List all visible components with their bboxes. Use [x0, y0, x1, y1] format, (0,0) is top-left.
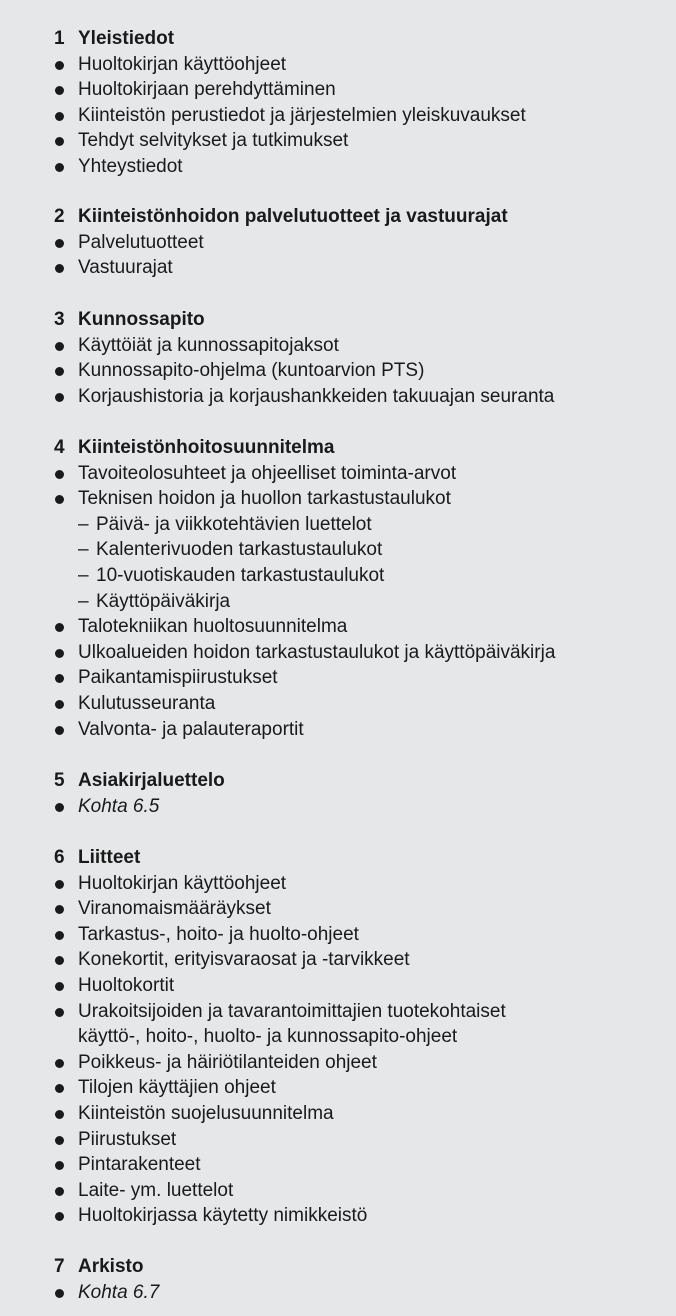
- list-item: Pintarakenteet: [0, 1152, 676, 1178]
- list-item: Huoltokortit: [0, 973, 676, 999]
- list-item: Poikkeus- ja häiriötilanteiden ohjeet: [0, 1050, 676, 1076]
- section-title: Liitteet: [78, 847, 141, 868]
- section-6: [0, 845, 676, 1229]
- bullet-icon: [55, 1187, 64, 1196]
- bullet-icon: [55, 86, 64, 95]
- section-4: [0, 435, 676, 742]
- dash-icon: –: [78, 590, 89, 612]
- list-item: Kiinteistön suojelusuunnitelma: [0, 1101, 676, 1127]
- section-number: 2: [54, 206, 65, 227]
- list-item: Valvonta- ja palauteraportit: [0, 717, 676, 743]
- list-item: Ulkoalueiden hoidon tarkastustaulukot ja käyttöpäiväkirja: [0, 640, 676, 666]
- sub-list-item: – Käyttöpäiväkirja: [0, 589, 676, 615]
- section-7: [0, 1254, 676, 1305]
- list-item: Talotekniikan huoltosuunnitelma: [0, 614, 676, 640]
- list-item: Kunnossapito-ohjelma (kuntoarvion PTS): [0, 358, 676, 384]
- dash-icon: –: [78, 539, 89, 561]
- list-item: Huoltokirjassa käytetty nimikkeistö: [0, 1203, 676, 1229]
- list-item: Huoltokirjan käyttöohjeet: [0, 871, 676, 897]
- list-item: Yhteystiedot: [0, 154, 676, 180]
- bullet-icon: [55, 1289, 64, 1298]
- section-3: [0, 307, 676, 409]
- list-item: Kiinteistön perustiedot ja järjestelmien yleiskuvaukset: [0, 103, 676, 129]
- list-item: Huoltokirjan käyttöohjeet: [0, 52, 676, 78]
- list-item: Tehdyt selvitykset ja tutkimukset: [0, 128, 676, 154]
- bullet-icon: [55, 674, 64, 683]
- bullet-icon: [55, 803, 64, 812]
- bullet-icon: [55, 264, 64, 273]
- section-heading: [0, 768, 676, 794]
- dash-icon: –: [78, 513, 89, 535]
- list-item: Viranomaismääräykset: [0, 896, 676, 922]
- list-item: Tavoiteolosuhteet ja ohjeelliset toiminta-arvot: [0, 461, 676, 487]
- section-title: Kiinteistönhoitosuunnitelma: [78, 437, 335, 458]
- bullet-icon: [55, 726, 64, 735]
- section-number: 7: [54, 1256, 65, 1277]
- bullet-icon: [55, 1084, 64, 1093]
- section-heading: [0, 307, 676, 333]
- section-5: [0, 768, 676, 819]
- bullet-icon: [55, 470, 64, 479]
- list-item: Tarkastus-, hoito- ja huolto-ohjeet: [0, 922, 676, 948]
- bullet-icon: [55, 905, 64, 914]
- section-2: [0, 204, 676, 281]
- bullet-icon: [55, 495, 64, 504]
- list-item: Tilojen käyttäjien ohjeet: [0, 1075, 676, 1101]
- bullet-icon: [55, 982, 64, 991]
- section-heading: [0, 204, 676, 230]
- section-title: Arkisto: [78, 1256, 144, 1277]
- section-heading: [0, 845, 676, 871]
- list-item: Käyttöiät ja kunnossapitojaksot: [0, 333, 676, 359]
- section-title: Yleistiedot: [78, 28, 175, 49]
- list-item: Piirustukset: [0, 1127, 676, 1153]
- bullet-icon: [55, 112, 64, 121]
- bullet-icon: [55, 649, 64, 658]
- list-item: Paikantamispiirustukset: [0, 665, 676, 691]
- list-item: Urakoitsijoiden ja tavarantoimittajien tuotekohtaiset: [0, 999, 676, 1025]
- list-item: Laite- ym. luettelot: [0, 1178, 676, 1204]
- section-title: Asiakirjaluettelo: [78, 770, 225, 791]
- bullet-icon: [55, 367, 64, 376]
- dash-icon: –: [78, 564, 89, 586]
- section-heading: [0, 26, 676, 52]
- bullet-icon: [55, 1059, 64, 1068]
- bullet-icon: [55, 163, 64, 172]
- bullet-icon: [55, 623, 64, 632]
- bullet-icon: [55, 393, 64, 402]
- section-number: 1: [54, 28, 65, 49]
- list-item: Kohta 6.7: [0, 1280, 676, 1306]
- section-heading: [0, 435, 676, 461]
- list-item-continuation: käyttö-, hoito-, huolto- ja kunnossapito-ohjeet: [78, 1026, 458, 1048]
- bullet-icon: [55, 1212, 64, 1221]
- list-item: Korjaushistoria ja korjaushankkeiden takuuajan seuranta: [0, 384, 676, 410]
- bullet-icon: [55, 1110, 64, 1119]
- sub-list-item: – Päivä- ja viikkotehtävien luettelot: [0, 512, 676, 538]
- section-title: Kunnossapito: [78, 309, 205, 330]
- list-item: Huoltokirjaan perehdyttäminen: [0, 77, 676, 103]
- list-item: Konekortit, erityisvaraosat ja -tarvikkeet: [0, 947, 676, 973]
- bullet-icon: [55, 956, 64, 965]
- bullet-icon: [55, 137, 64, 146]
- section-number: 4: [54, 437, 65, 458]
- section-number: 3: [54, 309, 65, 330]
- bullet-icon: [55, 1008, 64, 1017]
- bullet-icon: [55, 1161, 64, 1170]
- list-item: Palvelutuotteet: [0, 230, 676, 256]
- section-number: 5: [54, 770, 65, 791]
- list-item: Vastuurajat: [0, 255, 676, 281]
- bullet-icon: [55, 700, 64, 709]
- section-number: 6: [54, 847, 65, 868]
- list-item: Kohta 6.5: [0, 794, 676, 820]
- list-item: Kulutusseuranta: [0, 691, 676, 717]
- section-1: [0, 26, 676, 180]
- bullet-icon: [55, 342, 64, 351]
- list-item: Teknisen hoidon ja huollon tarkastustaulukot: [0, 486, 676, 512]
- bullet-icon: [55, 880, 64, 889]
- section-heading: [0, 1254, 676, 1280]
- sub-list-item: – Kalenterivuoden tarkastustaulukot: [0, 537, 676, 563]
- section-title: Kiinteistönhoidon palvelutuotteet ja vastuurajat: [78, 206, 508, 227]
- bullet-icon: [55, 239, 64, 248]
- bullet-icon: [55, 931, 64, 940]
- sub-list-item: – 10-vuotiskauden tarkastustaulukot: [0, 563, 676, 589]
- bullet-icon: [55, 1136, 64, 1145]
- bullet-icon: [55, 61, 64, 70]
